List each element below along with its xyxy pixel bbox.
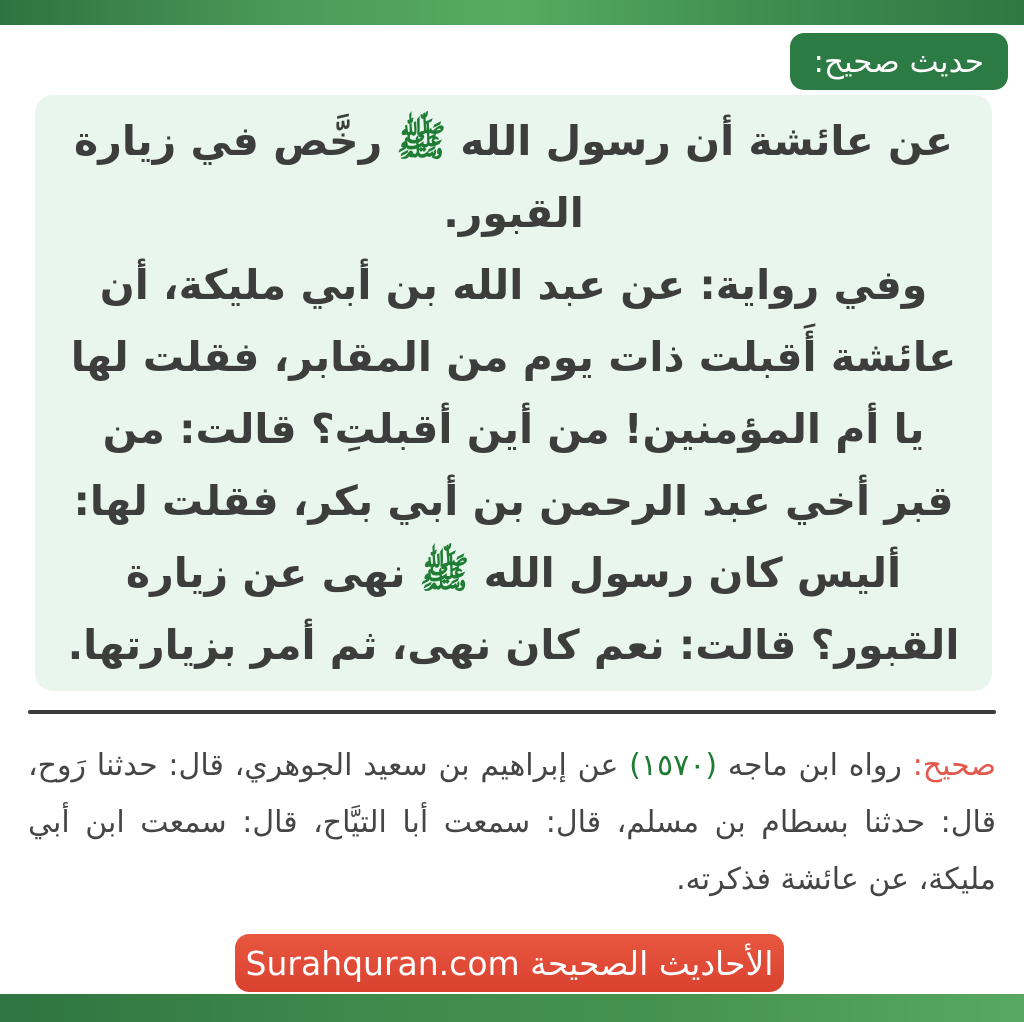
- hadith-part-2: رخَّص في زيارة القبور.: [74, 117, 584, 237]
- grade-label: صحيح:: [912, 748, 996, 783]
- footer-banner-label: الأحاديث الصحيحة Surahquran.com: [245, 943, 774, 983]
- hadith-number: (١٥٧٠): [629, 748, 718, 783]
- pbuh-symbol-2: ﷺ: [419, 549, 470, 597]
- hadith-part-4: نهى عن زيارة القبور؟ قالت: نعم كان نهى، ثم أمر بزيارتها.: [67, 549, 960, 669]
- footer-banner: [235, 934, 784, 992]
- bottom-green-bar: [0, 994, 1024, 1022]
- hadith-grade-badge-label: حديث صحيح:: [813, 43, 984, 80]
- takhrij-paragraph: [28, 737, 996, 908]
- hadith-text: [63, 105, 964, 681]
- hadith-card: [35, 95, 992, 691]
- hadith-part-1: عن عائشة أن رسول الله: [460, 117, 953, 165]
- pbuh-symbol: ﷺ: [396, 117, 446, 165]
- divider-line: [28, 710, 996, 714]
- isnad-text: عن إبراهيم بن سعيد الجوهري، قال: حدثنا رَوح، قال: حدثنا بسطام بن مسلم، قال: سمعت أبا التيَّاح، قال: سمعت ابن أبي مليكة، عن عائشة فذكرته.: [28, 748, 996, 897]
- narration-source: رواه ابن ماجه: [727, 748, 902, 783]
- top-green-bar: [0, 0, 1024, 25]
- hadith-part-3: وفي رواية: عن عبد الله بن أبي مليكة، أن عائشة أَقبلت ذات يوم من المقابر، فقلت لها يا أم المؤمنين! من أين أقبلتِ؟ قالت: من قبر أخي عبد الرحمن بن أبي بكر، فقلت لها: أليس كان رسول الله: [70, 261, 957, 597]
- hadith-grade-badge: [790, 33, 1009, 90]
